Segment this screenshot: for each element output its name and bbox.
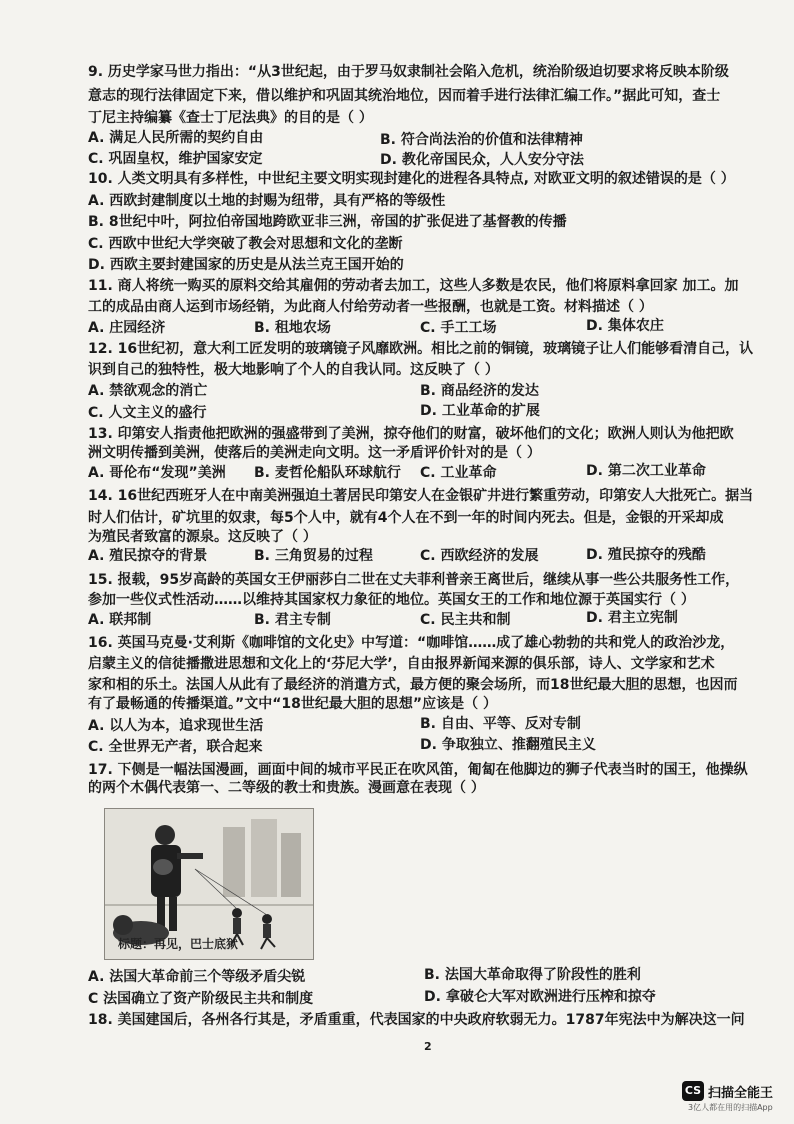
q15-option-d: D. 君主立宪制 bbox=[586, 610, 678, 626]
page-number: 2 bbox=[424, 1040, 432, 1053]
q12-option-a: A. 禁欲观念的消亡 bbox=[88, 383, 208, 399]
q17-line-2: 的两个木偶代表第一、二等级的教士和贵族。漫画意在表现（ ） bbox=[88, 780, 485, 796]
q17-option-c: C 法国确立了资产阶级民主共和制度 bbox=[88, 991, 314, 1007]
scanner-watermark bbox=[682, 1078, 788, 1116]
q9-option-d: D. 教化帝国民众，人人安分守法 bbox=[380, 152, 584, 168]
cartoon-caption: 标题：再见，巴士底狱 bbox=[118, 937, 239, 951]
q16-option-a: A. 以人为本，追求现世生活 bbox=[88, 718, 264, 734]
q12-line-1: 12. 16世纪初，意大利工匠发明的玻璃镜子风靡欧洲。相比之前的铜镜，玻璃镜子让人们能够看清自己，认 bbox=[88, 341, 754, 357]
q11-line-1: 11. 商人将统一购买的原料交给其雇佣的劳动者去加工，这些人多数是农民，他们将原料拿回家 加工。加 bbox=[88, 278, 739, 294]
q13-option-c: C. 工业革命 bbox=[420, 465, 497, 481]
q11-option-d: D. 集体农庄 bbox=[586, 318, 664, 334]
q9-line-2: 意志的现行法律固定下来，借以维护和巩固其统治地位，因而着手进行法律汇编工作。”据此可知，查士 bbox=[88, 88, 721, 104]
q16-line-3: 家和相的乐土。法国人从此有了最经济的消遣方式，最方便的聚会场所，而18世纪最大胆的思想，也因而 bbox=[88, 677, 738, 693]
brand-tagline: 3亿人都在用的扫描App bbox=[688, 1103, 773, 1112]
q15-line-1: 15. 报载，95岁高龄的英国女王伊丽莎白二世在丈夫菲利普亲王离世后，继续从事一些公共服务性工作， bbox=[88, 572, 740, 588]
q15-option-a: A. 联邦制 bbox=[88, 612, 152, 628]
q12-line-2: 识到自己的独特性，极大地影响了个人的自我认同。这反映了（ ） bbox=[88, 362, 499, 378]
q11-option-b: B. 租地农场 bbox=[254, 320, 331, 336]
brand-name: 扫描全能王 bbox=[708, 1086, 774, 1101]
q9-option-a: A. 满足人民所需的契约自由 bbox=[88, 130, 264, 146]
q16-line-4: 有了最畅通的传播渠道。”文中“18世纪最大胆的思想”应该是（ ） bbox=[88, 696, 497, 712]
q17-option-d: D. 拿破仑大军对欧洲进行压榨和掠夺 bbox=[424, 989, 656, 1005]
q14-option-d: D. 殖民掠夺的残酷 bbox=[586, 547, 706, 563]
q14-line-2: 时人们估计，矿坑里的奴隶，每5个人中，就有4个人在不到一年的时间内死去。但是，金银的开采却成 bbox=[88, 510, 724, 526]
q13-option-b: B. 麦哲伦船队环球航行 bbox=[254, 465, 401, 481]
q11-option-c: C. 手工工场 bbox=[420, 320, 497, 336]
q14-option-b: B. 三角贸易的过程 bbox=[254, 548, 373, 564]
q10-option-a: A. 西欧封建制度以土地的封赐为纽带，具有严格的等级性 bbox=[88, 193, 446, 209]
q16-line-1: 16. 英国马克曼·艾利斯《咖啡馆的文化史》中写道：“咖啡馆……成了雄心勃勃的共和党人的政治沙龙， bbox=[88, 635, 735, 651]
q14-line-1: 14. 16世纪西班牙人在中南美洲强迫土著居民印第安人在金银矿井进行繁重劳动，印第安人大批死亡。据当 bbox=[88, 488, 754, 504]
q15-option-b: B. 君主专制 bbox=[254, 612, 331, 628]
q11-option-a: A. 庄园经济 bbox=[88, 320, 166, 336]
q13-line-1: 13. 印第安人指责他把欧洲的强盛带到了美洲，掠夺他们的财富，破坏他们的文化；欧洲人则认为他把欧 bbox=[88, 426, 734, 442]
q15-line-2: 参加一些仪式性活动……以维持其国家权力象征的地位。英国女王的工作和地位源于英国实行（ ） bbox=[88, 592, 695, 608]
q12-option-d: D. 工业革命的扩展 bbox=[420, 403, 540, 419]
q16-line-2: 启蒙主义的信徒播撒进思想和文化上的‘芬尼大学’，自由报界新闻来源的俱乐部，诗人、文学家和艺术 bbox=[88, 656, 715, 672]
q16-option-d: D. 争取独立、推翻殖民主义 bbox=[420, 737, 596, 753]
q10-option-c: C. 西欧中世纪大学突破了教会对思想和文化的垄断 bbox=[88, 236, 403, 252]
q11-line-2: 工的成品由商人运到市场经销，为此商人付给劳动者一些报酬，也就是工资。材料描述（ ） bbox=[88, 299, 653, 315]
q16-option-b: B. 自由、平等、反对专制 bbox=[420, 716, 581, 732]
q17-line-1: 17. 下侧是一幅法国漫画，画面中间的城市平民正在吹风笛，匍匐在他脚边的狮子代表当时的国王，他操纵 bbox=[88, 762, 748, 778]
q15-option-c: C. 民主共和制 bbox=[420, 612, 511, 628]
q9-line-1: 9. 历史学家马世力指出：“从3世纪起，由于罗马奴隶制社会陷入危机，统治阶级迫切要求将反映本阶级 bbox=[88, 64, 729, 80]
q17-option-a: A. 法国大革命前三个等级矛盾尖锐 bbox=[88, 969, 306, 985]
q16-option-c: C. 全世界无产者，联合起来 bbox=[88, 739, 263, 755]
q10-option-d: D. 西欧主要封建国家的历史是从法兰克王国开始的 bbox=[88, 257, 404, 273]
q14-option-c: C. 西欧经济的发展 bbox=[420, 548, 539, 564]
q13-option-a: A. 哥伦布“发现”美洲 bbox=[88, 465, 226, 481]
q17-option-b: B. 法国大革命取得了阶段性的胜利 bbox=[424, 967, 641, 983]
q18-line-1: 18. 美国建国后，各州各行其是，矛盾重重，代表国家的中央政府软弱无力。1787年宪法中为解决这一问 bbox=[88, 1012, 745, 1028]
q9-line-3: 丁尼主持编纂《查士丁尼法典》的目的是（ ） bbox=[88, 110, 373, 126]
q12-option-b: B. 商品经济的发达 bbox=[420, 383, 539, 399]
q14-option-a: A. 殖民掠夺的背景 bbox=[88, 548, 208, 564]
cs-logo-icon: CS bbox=[682, 1081, 704, 1101]
q13-option-d: D. 第二次工业革命 bbox=[586, 463, 706, 479]
q10-option-b: B. 8世纪中叶，阿拉伯帝国地跨欧亚非三洲，帝国的扩张促进了基督教的传播 bbox=[88, 214, 567, 230]
q13-line-2: 洲文明传播到美洲，使落后的美洲走向文明。这一矛盾评价针对的是（ ） bbox=[88, 445, 541, 461]
q9-option-b: B. 符合尚法治的价值和法律精神 bbox=[380, 132, 583, 148]
q12-option-c: C. 人文主义的盛行 bbox=[88, 405, 207, 421]
q10-line-1: 10. 人类文明具有多样性，中世纪主要文明实现封建化的进程各具特点, 对欧亚文明的叙述错误的是（ ） bbox=[88, 171, 735, 187]
q9-option-c: C. 巩固皇权，维护国家安定 bbox=[88, 151, 263, 167]
q14-line-3: 为殖民者致富的源泉。这反映了（ ） bbox=[88, 529, 317, 545]
